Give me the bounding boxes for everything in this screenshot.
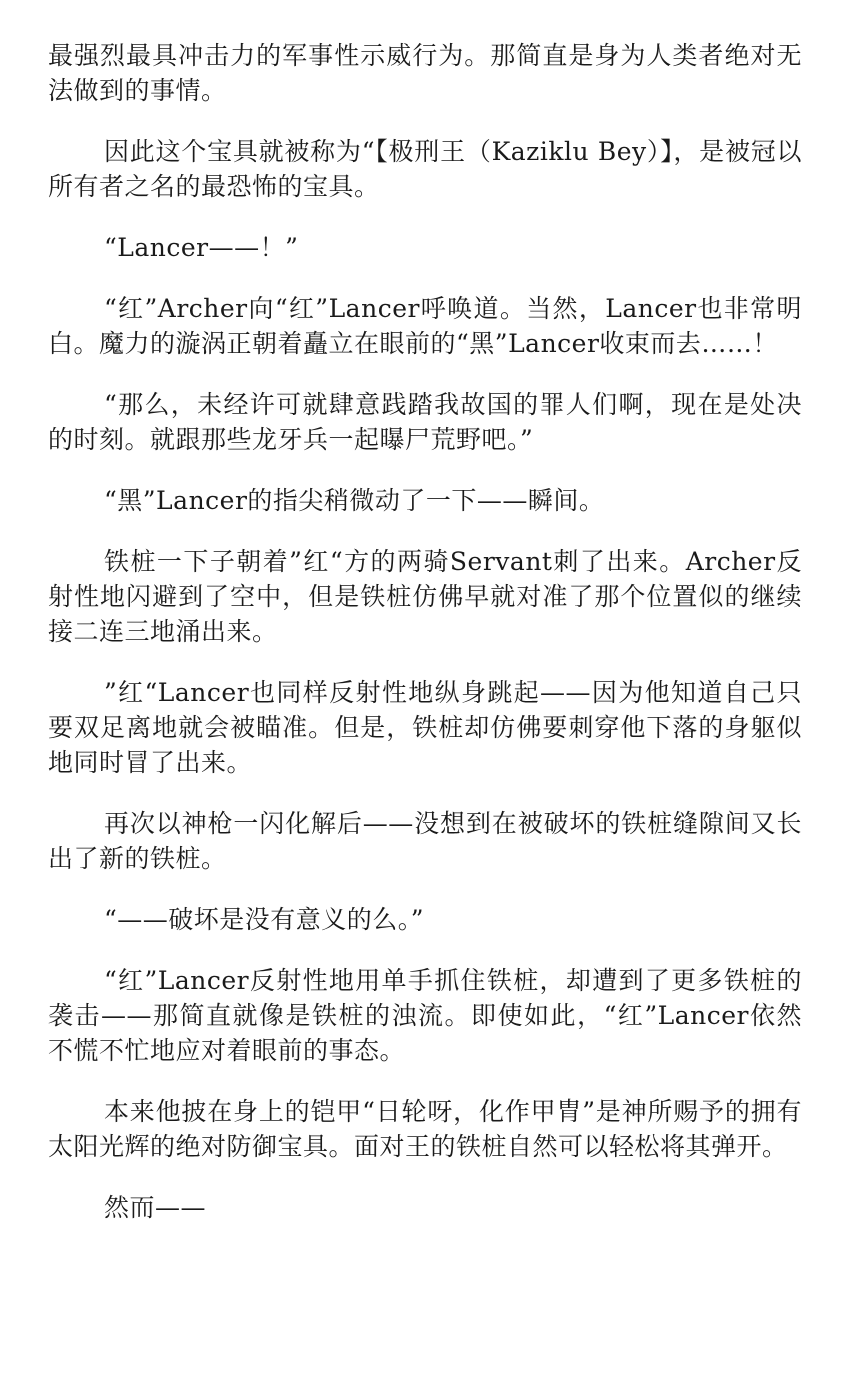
paragraph-6: “黑”Lancer的指尖稍微动了一下——瞬间。 xyxy=(104,486,605,515)
paragraph-9: 再次以神枪一闪化解后——没想到在被破坏的铁桩缝隙间又长出了新的铁桩。 xyxy=(48,809,802,873)
paragraph-1: 最强烈最具冲击力的军事性示威行为。那简直是身为人类者绝对无法做到的事情。 xyxy=(48,41,802,105)
paragraph-3: “Lancer——！” xyxy=(104,233,299,262)
paragraph-8: ”红“Lancer也同样反射性地纵身跳起——因为他知道自己只要双足离地就会被瞄准。但是，铁桩却仿佛要刺穿他下落的身躯似地同时冒了出来。 xyxy=(48,678,802,777)
paragraph-4: “红”Archer向“红”Lancer呼唤道。当然，Lancer也非常明白。魔力的漩涡正朝着矗立在眼前的“黑”Lancer收束而去……！ xyxy=(48,294,802,358)
paragraph-7: 铁桩一下子朝着”红“方的两骑Servant刺了出来。Archer反射性地闪避到了空中，但是铁桩仿佛早就对准了那个位置似的继续 接二连三地涌出来。 xyxy=(48,547,802,646)
paragraph-10: “——破坏是没有意义的么。” xyxy=(104,905,425,934)
paragraph-12: 本来他披在身上的铠甲“日轮呀，化作甲胄”是神所赐予的拥有太阳光辉的绝对防御宝具。面对王的铁桩自然可以轻松将其弹开。 xyxy=(48,1097,802,1161)
paragraph-13: 然而—— xyxy=(104,1193,207,1222)
document-page xyxy=(48,38,802,1251)
paragraph-2: 因此这个宝具就被称为“【极刑王（Kaziklu Bey）】，是被冠以所有者之名的最恐怖的宝具。 xyxy=(48,137,802,201)
paragraph-5: “那么，未经许可就肆意践踏我故国的罪人们啊，现在是处决的时刻。就跟那些龙牙兵一起曝尸荒野吧。” xyxy=(48,390,802,454)
paragraph-11: “红”Lancer反射性地用单手抓住铁桩，却遭到了更多铁桩的袭击——那简直就像是铁桩的浊流。即使如此，“红”Lancer依然不慌不忙地应对着眼前的事态。 xyxy=(48,966,802,1065)
